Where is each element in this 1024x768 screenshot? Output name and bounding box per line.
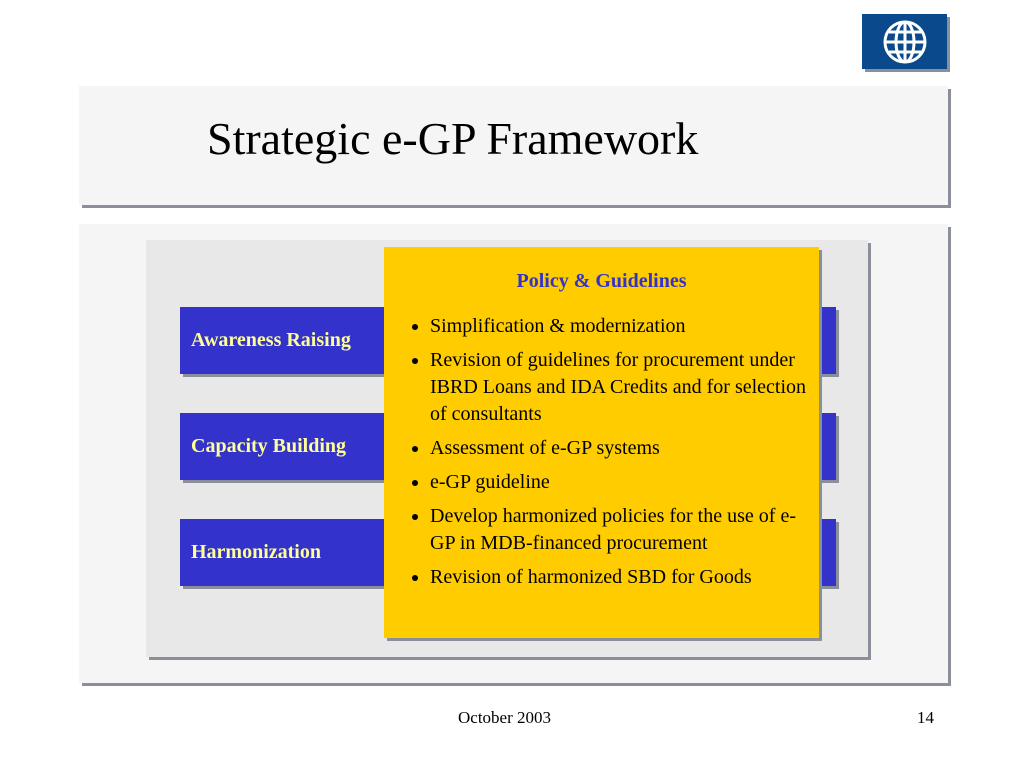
title-panel xyxy=(79,86,948,205)
policy-guidelines-box xyxy=(384,247,819,638)
globe-icon xyxy=(882,19,928,65)
footer-date: October 2003 xyxy=(458,708,552,727)
policy-item: • Simplification & modernization xyxy=(430,313,819,340)
slide-title: Strategic e-GP Framework xyxy=(207,113,699,164)
bar-harmonization: Harmonization xyxy=(180,519,836,586)
bar-capacity-building: Capacity Building xyxy=(180,413,836,480)
policy-item: • Revision of guidelines for procurement under IBRD Loans and IDA Credits and for selection of consultants xyxy=(430,347,819,428)
policy-item: • Develop harmonized policies for the use of e-GP in MDB-financed procurement xyxy=(430,503,819,557)
policy-heading: Policy & Guidelines xyxy=(516,270,687,292)
page-number: 14 xyxy=(917,708,934,727)
policy-item: • e-GP guideline xyxy=(430,469,819,496)
bar-awareness-raising: Awareness Raising xyxy=(180,307,836,374)
policy-item: • Revision of harmonized SBD for Goods xyxy=(430,564,819,591)
world-bank-logo xyxy=(862,14,947,69)
policy-item: • Assessment of e-GP systems xyxy=(430,435,819,462)
